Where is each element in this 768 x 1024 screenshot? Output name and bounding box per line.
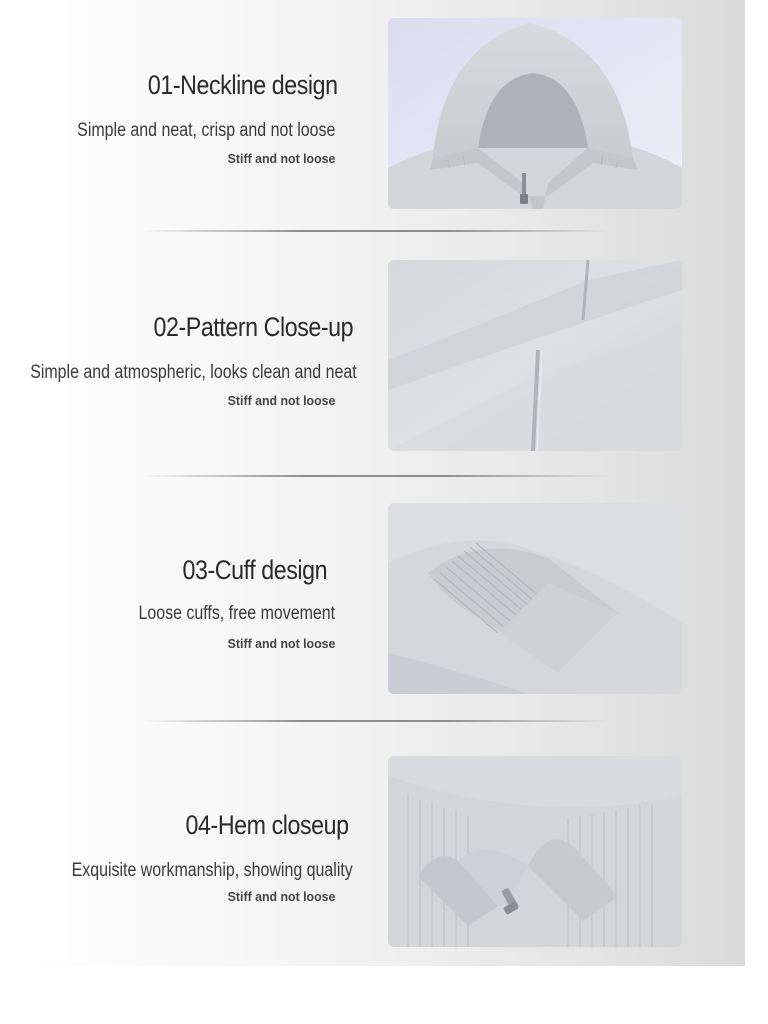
ribbed-cuff-image	[388, 503, 682, 694]
section-subtitle: Simple and atmospheric, looks clean and neat	[30, 362, 357, 383]
section-title: 03-Cuff design	[182, 555, 327, 585]
ribbed-hem-image	[388, 756, 682, 947]
section-tagline: Stiff and not loose	[227, 393, 335, 408]
section-subtitle: Simple and neat, crisp and not loose	[76, 120, 335, 141]
section-divider	[140, 230, 610, 232]
section-tagline: Stiff and not loose	[227, 151, 335, 166]
section-neckline	[25, 0, 745, 220]
section-subtitle: Loose cuffs, free movement	[138, 603, 335, 624]
section-title: 02-Pattern Close-up	[153, 312, 353, 342]
section-divider	[140, 720, 610, 722]
section-title: 01-Neckline design	[148, 70, 338, 100]
hood-zipper-image	[388, 18, 682, 209]
section-divider	[140, 475, 610, 477]
section-cuff	[25, 485, 745, 705]
section-subtitle: Exquisite workmanship, showing quality	[71, 860, 353, 881]
section-tagline: Stiff and not loose	[227, 889, 335, 904]
section-title: 04-Hem closeup	[185, 810, 349, 840]
product-detail-panel	[25, 0, 745, 966]
section-tagline: Stiff and not loose	[227, 636, 335, 651]
cuff-photo	[388, 503, 682, 694]
pattern-photo	[388, 260, 682, 451]
section-hem	[25, 738, 745, 958]
neckline-photo	[388, 18, 682, 209]
section-pattern	[25, 242, 745, 462]
knit-fabric-image	[388, 260, 682, 451]
hem-photo	[388, 756, 682, 947]
